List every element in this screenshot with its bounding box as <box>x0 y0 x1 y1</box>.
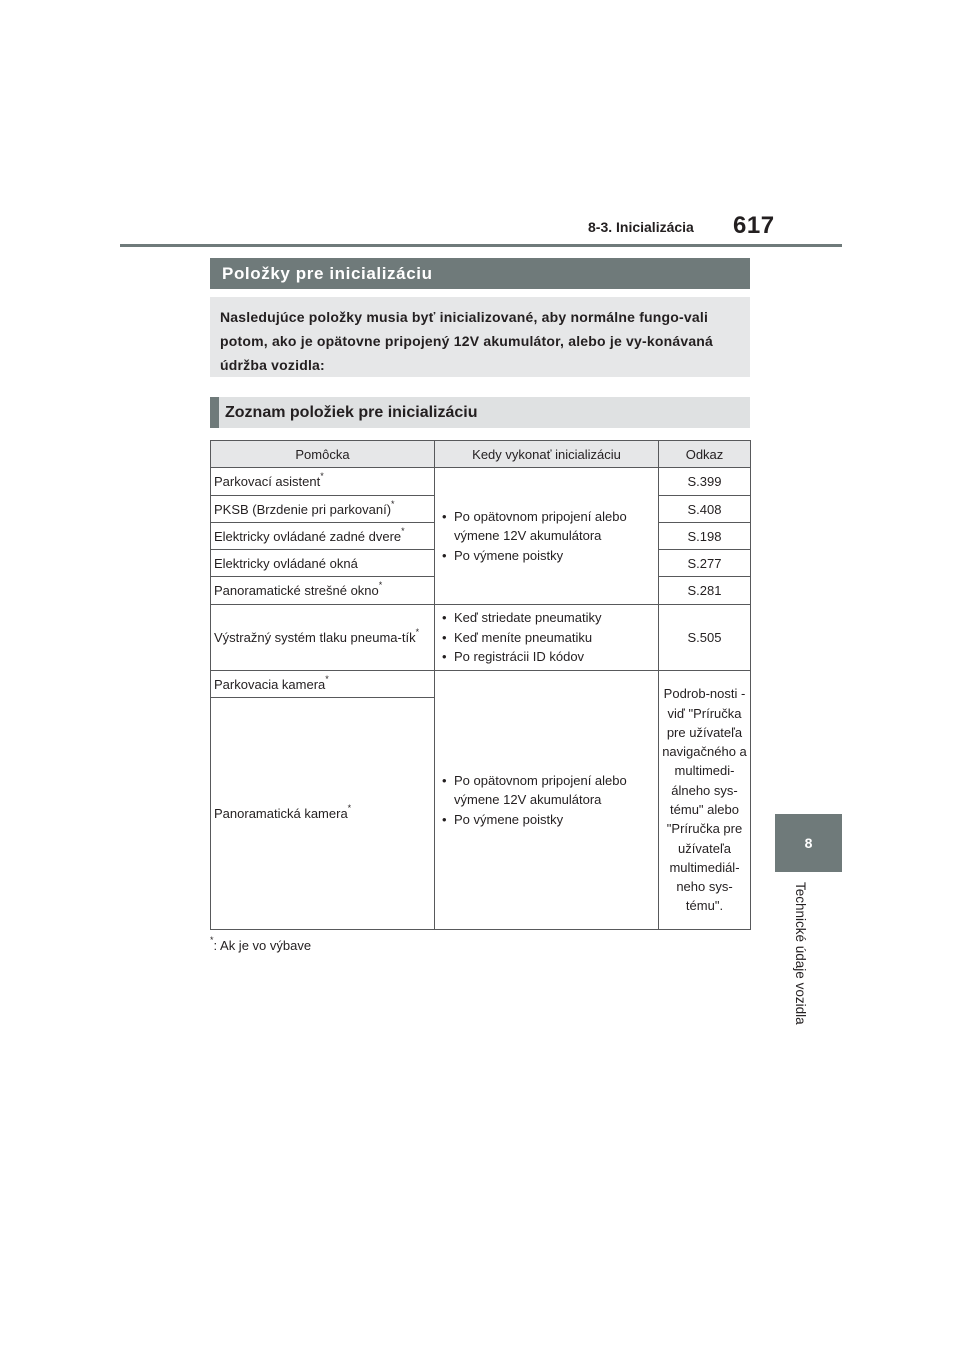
condition-item: • Po výmene poistky <box>438 810 655 830</box>
reference-cell: S.281 <box>659 577 751 605</box>
condition-item: • Po registrácii ID kódov <box>438 647 655 667</box>
reference-cell: Podrob-nosti - viď "Príručka pre užívateľa navigačného a multimedi-álneho sys-tému" alebo "Príručka pre užívateľa multimediál-neho sys-tému". <box>659 671 751 930</box>
item-cell: Výstražný systém tlaku pneuma-tík* <box>211 605 435 671</box>
table-row <box>211 468 751 496</box>
reference-cell: S.277 <box>659 550 751 577</box>
table-row <box>211 671 751 698</box>
conditions-cell <box>435 605 659 671</box>
chapter-label: Technické údaje vozidla <box>793 882 808 1025</box>
initialization-table <box>210 440 751 930</box>
intro-paragraph: Nasledujúce položky musia byť inicializované, aby normálne fungo-vali potom, ako je opätovne pripojený 12V akumulátor, alebo je vy-konávaná údržba vozidla: <box>210 297 750 377</box>
reference-cell: S.399 <box>659 468 751 496</box>
item-cell: Panoramatická kamera* <box>211 698 435 930</box>
header-divider <box>120 244 842 247</box>
column-header-when: Kedy vykonať inicializáciu <box>435 441 659 468</box>
condition-item: • Po opätovnom pripojení alebo výmene 12V akumulátora <box>438 507 655 546</box>
page-number: 617 <box>733 212 775 239</box>
item-cell: Parkovací asistent* <box>211 468 435 496</box>
reference-cell: S.505 <box>659 605 751 671</box>
conditions-cell <box>435 468 659 605</box>
item-cell: Elektricky ovládané zadné dvere* <box>211 523 435 550</box>
chapter-tab: 8 <box>775 814 842 872</box>
item-cell: PKSB (Brzdenie pri parkovaní)* <box>211 496 435 523</box>
reference-cell: S.198 <box>659 523 751 550</box>
item-cell: Parkovacia kamera* <box>211 671 435 698</box>
condition-item: • Po výmene poistky <box>438 546 655 566</box>
section-title: 8-3. Inicializácia <box>588 219 694 235</box>
column-header-item: Pomôcka <box>211 441 435 468</box>
list-heading: Zoznam položiek pre inicializáciu <box>210 397 750 428</box>
footnote: *: Ak je vo výbave <box>210 935 312 953</box>
conditions-cell <box>435 671 659 930</box>
table-header-row <box>211 441 751 468</box>
item-cell: Panoramatické strešné okno* <box>211 577 435 605</box>
reference-cell: S.408 <box>659 496 751 523</box>
table-row <box>211 605 751 671</box>
column-header-reference: Odkaz <box>659 441 751 468</box>
section-heading: Položky pre inicializáciu <box>210 258 750 289</box>
condition-item: • Po opätovnom pripojení alebo výmene 12V akumulátora <box>438 771 655 810</box>
condition-item: • Keď meníte pneumatiku <box>438 628 655 648</box>
item-cell: Elektricky ovládané okná <box>211 550 435 577</box>
condition-item: • Keď striedate pneumatiky <box>438 608 655 628</box>
